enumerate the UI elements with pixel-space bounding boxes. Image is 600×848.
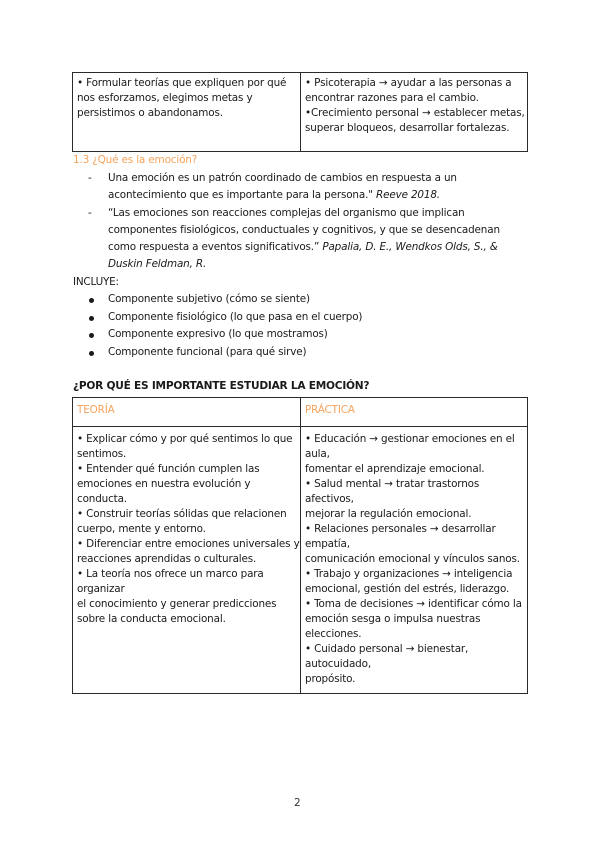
list-item-text: Componente subjetivo (cómo se siente) [108,293,310,305]
cell-text-line: • Trabajo y organizaciones → inteligencia [305,568,513,580]
cell-text-line: • Construir teorías sólidas que relacionen [77,508,287,520]
table-row [73,427,528,694]
cell-text-line: superar bloqueos, desarrollar fortalezas. [305,122,510,134]
cell-text-line: conducta. [77,493,127,505]
cell-text-line: • La teoría nos ofrece un marco para [77,568,264,580]
cell-text-line: fomentar el aprendizaje emocional. [305,463,485,475]
list-item [88,291,362,309]
cell-text-line: sentimos. [77,448,127,460]
includes-label: INCLUYE: [73,276,119,288]
importance-heading: ¿POR QUÉ ES IMPORTANTE ESTUDIAR LA EMOCIÓN? [73,380,370,392]
cell-text-line: reacciones aprendidas o culturales. [77,553,257,565]
cell-text-line: elecciones. [305,628,362,640]
cell-text-line: sobre la conducta emocional. [77,613,226,625]
list-item [88,309,362,327]
cell-text-line: cuerpo, mente y entorno. [77,523,206,535]
bullet-icon [89,351,94,356]
practice-cell [301,73,528,152]
column-header-practice: PRÁCTICA [301,398,528,427]
theory-cell [73,427,301,694]
cell-text-line: • Educación → gestionar emociones en el [305,433,515,445]
cell-text-line: • Salud mental → tratar trastornos [305,478,480,490]
definition-item [88,170,528,205]
cell-text-line: emoción sesga o impulsa nuestras [305,613,481,625]
dash-marker: - [88,172,92,184]
cell-text-line: mejorar la regulación emocional. [305,508,472,520]
definition-text: “Las emociones son reacciones complejas del organismo que implican componentes fisiológicos, conductuales y cognitivos, y que se desencadenan como respuesta a eventos significativos.” [108,206,500,254]
dash-marker: - [88,206,92,219]
cell-text-line: empatía, [305,538,350,550]
cell-text-line: • Relaciones personales → desarrollar [305,523,496,535]
cell-text-line: • Explicar cómo y por qué sentimos lo que [77,433,293,445]
cell-text-line: comunicación emocional y vínculos sanos. [305,553,520,565]
cell-text-line: emociones en nuestra evolución y [77,478,251,490]
theory-practice-table [72,397,528,694]
cell-text-line: nos esforzamos, elegimos metas y [77,92,253,104]
bullet-icon [89,333,94,338]
cell-text-line: el conocimiento y generar predicciones [77,598,277,610]
cell-text-line: organizar [77,583,125,595]
column-header-theory: TEORÍA [73,398,301,427]
list-item-text: Componente fisiológico (lo que pasa en el cuerpo) [108,310,363,323]
definitions-list [88,170,538,274]
list-item [88,344,362,362]
list-item [88,326,362,344]
section-heading: 1.3 ¿Qué es la emoción? [73,154,198,166]
cell-text-line: afectivos, [305,493,354,505]
cell-text-line: encontrar razones para el cambio. [305,92,479,104]
list-item-text: Componente expresivo (lo que mostramos) [108,328,328,340]
goals-table-continuation [72,72,528,152]
cell-text-line: propósito. [305,673,356,685]
list-item-text: Componente funcional (para qué sirve) [108,345,307,358]
page-number: 2 [294,797,301,809]
cell-text-line: persistimos o abandonamos. [77,107,223,119]
cell-text-line: • Diferenciar entre emociones universales y [77,538,300,550]
cell-text-line: • Formular teorías que expliquen por qué [77,77,287,89]
cell-text-line: • Cuidado personal → bienestar, [305,643,469,655]
cell-text-line: autocuidado, [305,658,371,670]
table-row [73,73,528,152]
cell-text-line: • Toma de decisiones → identificar cómo la [305,598,522,610]
bullet-icon [89,316,94,321]
cell-text-line: aula, [305,448,330,460]
practice-cell [301,427,528,694]
bullet-icon [89,298,94,303]
definition-item [88,205,528,274]
cell-text-line: emocional, gestión del estrés, liderazgo. [305,583,510,595]
components-list [88,291,362,361]
cell-text-line: • Psicoterapia → ayudar a las personas a [305,77,512,89]
table-header-row [73,398,528,427]
citation: Papalia, D. E., Wendkos Olds, S., & Duskin Feldman, R. [108,241,498,271]
citation: Reeve 2018. [376,189,440,202]
definition-text: Una emoción es un patrón coordinado de cambios en respuesta a un acontecimiento que es importante para la persona." [108,172,457,202]
theory-cell [73,73,301,152]
cell-text-line: •Crecimiento personal → establecer metas, [305,107,525,119]
cell-text-line: • Entender qué función cumplen las [77,463,260,475]
